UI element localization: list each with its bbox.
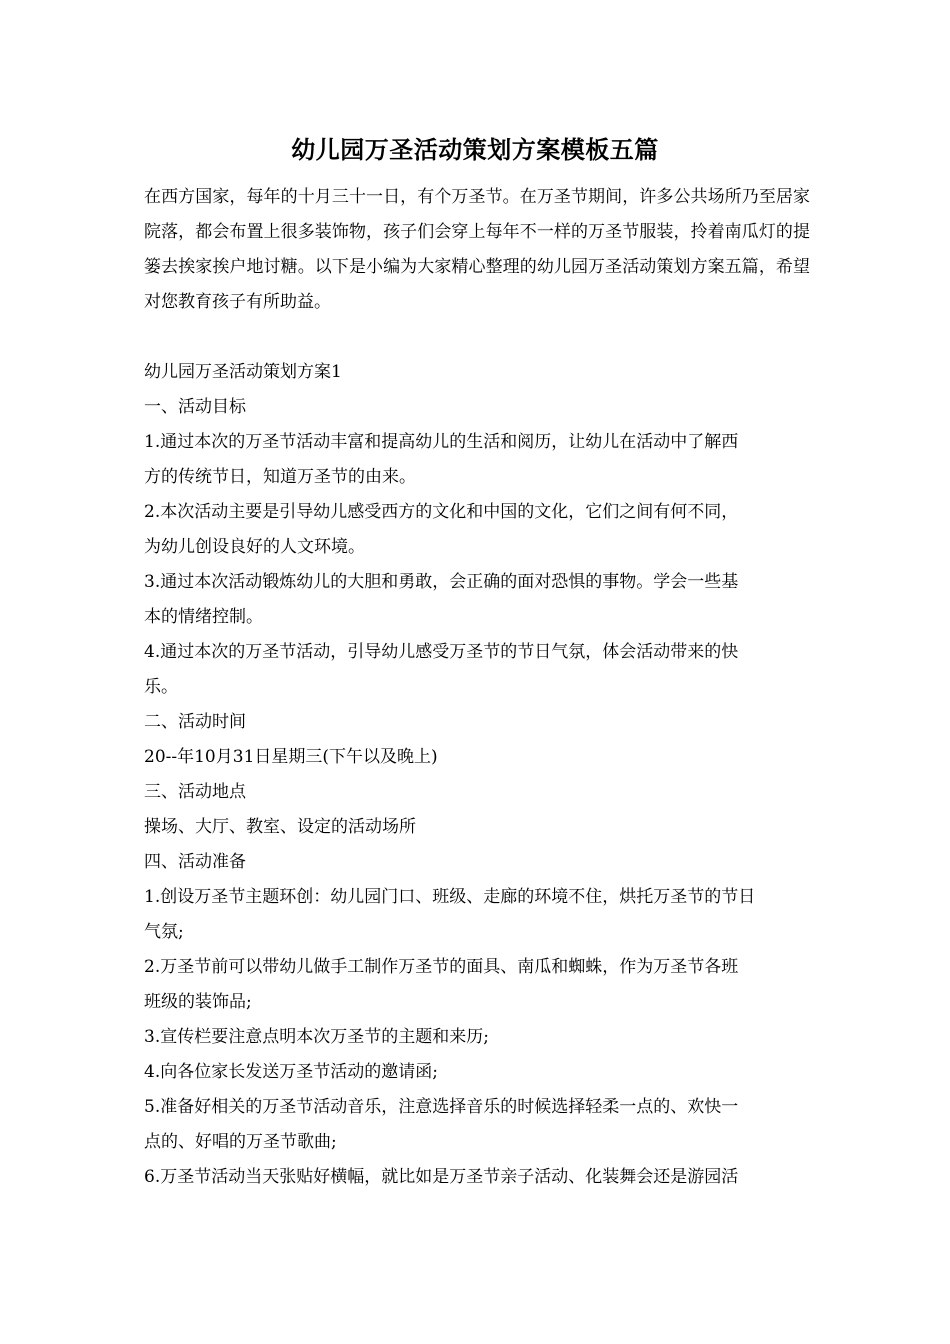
text-line: 3.通过本次活动锻炼幼儿的大胆和勇敢，会正确的面对恐惧的事物。学会一些基 [144, 572, 739, 592]
text-line: 操场、大厅、教室、设定的活动场所 [144, 817, 416, 837]
subsection-heading: 四、活动准备 [144, 852, 246, 872]
text-line: 方的传统节日，知道万圣节的由来。 [144, 467, 416, 487]
text-line: 2.万圣节前可以带幼儿做手工制作万圣节的面具、南瓜和蜘蛛，作为万圣节各班 [144, 957, 739, 977]
text-line: 班级的装饰品; [144, 992, 252, 1012]
text-line: 6.万圣节活动当天张贴好横幅，就比如是万圣节亲子活动、化装舞会还是游园活 [144, 1167, 739, 1187]
document-body [144, 180, 810, 1195]
text-line: 本的情绪控制。 [144, 607, 263, 627]
text-line: 4.通过本次的万圣节活动，引导幼儿感受万圣节的节日气氛，体会活动带来的快 [144, 642, 739, 662]
subsection-heading: 一、活动目标 [144, 397, 246, 417]
document-title: 幼儿园万圣活动策划方案模板五篇 [291, 135, 659, 164]
text-line: 乐。 [144, 677, 178, 697]
intro-paragraph: 在西方国家，每年的十月三十一日，有个万圣节。在万圣节期间，许多公共场所乃至居家院落，都会布置上很多装饰物，孩子们会穿上每年不一样的万圣节服装，拎着南瓜灯的提篓去挨家挨户地讨糖。以下是小编为大家精心整理的幼儿园万圣活动策划方案五篇，希望对您教育孩子有所助益。 [144, 187, 810, 312]
text-line: 1.创设万圣节主题环创：幼儿园门口、班级、走廊的环境不住，烘托万圣节的节日 [144, 887, 756, 907]
section-heading: 幼儿园万圣活动策划方案1 [144, 362, 342, 382]
text-line: 1.通过本次的万圣节活动丰富和提高幼儿的生活和阅历，让幼儿在活动中了解西 [144, 432, 739, 452]
text-line: 为幼儿创设良好的人文环境。 [144, 537, 365, 557]
subsection-heading: 三、活动地点 [144, 782, 246, 802]
subsection-heading: 二、活动时间 [144, 712, 246, 732]
text-line: 2.本次活动主要是引导幼儿感受西方的文化和中国的文化，它们之间有何不同， [144, 502, 739, 522]
text-line: 5.准备好相关的万圣节活动音乐，注意选择音乐的时候选择轻柔一点的、欢快一 [144, 1097, 739, 1117]
text-line: 气氛; [144, 922, 184, 942]
text-line: 20--年10月31日星期三(下午以及晚上) [144, 747, 438, 767]
content-lines [144, 355, 810, 1195]
text-line: 4.向各位家长发送万圣节活动的邀请函; [144, 1062, 438, 1082]
text-line: 点的、好唱的万圣节歌曲; [144, 1132, 337, 1152]
text-line: 3.宣传栏要注意点明本次万圣节的主题和来历; [144, 1027, 489, 1047]
